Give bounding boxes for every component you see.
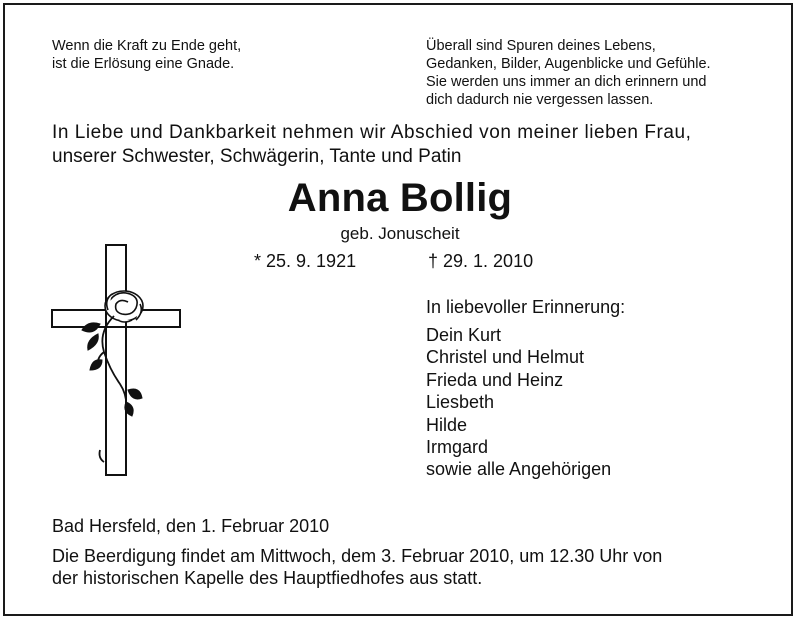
mourners-list <box>426 324 611 481</box>
birth-name: geb. Jonuscheit <box>340 224 460 243</box>
mourner-name: Christel und Helmut <box>426 347 585 368</box>
intro-line: unserer Schwester, Schwägerin, Tante und Patin <box>52 146 462 167</box>
quote-left-line: Wenn die Kraft zu Ende geht, <box>52 38 242 54</box>
funeral-notice <box>52 545 662 589</box>
birth-date: * 25. 9. 1921 <box>254 251 357 271</box>
quote-right-line: Sie werden uns immer an dich erinnern und <box>426 74 707 90</box>
quote-right-line: Überall sind Spuren deines Lebens, <box>426 38 656 54</box>
quote-left-line: ist die Erlösung eine Gnade. <box>52 56 235 72</box>
death-date: † 29. 1. 2010 <box>428 251 534 271</box>
mourner-name: Dein Kurt <box>426 325 502 345</box>
quote-right-line: Gedanken, Bilder, Augenblicke und Gefühle. <box>426 56 711 72</box>
mourner-name: Frieda und Heinz <box>426 369 564 390</box>
mourner-name: Liesbeth <box>426 392 495 413</box>
quote-left <box>52 37 241 73</box>
mourners-heading: In liebevoller Erinnerung: <box>426 297 626 317</box>
intro-line: In Liebe und Dankbarkeit nehmen wir Abschied von meiner lieben Frau, <box>52 122 692 143</box>
deceased-name: Anna Bollig <box>287 176 513 220</box>
intro-text <box>52 121 691 169</box>
mourner-name: Hilde <box>426 414 468 435</box>
cross-with-rose-icon <box>48 240 184 480</box>
funeral-line: Die Beerdigung findet am Mittwoch, dem 3. Februar 2010, um 12.30 Uhr von <box>52 546 663 566</box>
funeral-line: der historischen Kapelle des Hauptfiedhofes aus statt. <box>52 568 483 588</box>
place-date: Bad Hersfeld, den 1. Februar 2010 <box>52 516 330 536</box>
mourner-name: sowie alle Angehörigen <box>426 459 612 480</box>
quote-right <box>426 37 711 109</box>
quote-right-line: dich dadurch nie vergessen lassen. <box>426 92 654 108</box>
mourner-name: Irmgard <box>426 436 489 457</box>
